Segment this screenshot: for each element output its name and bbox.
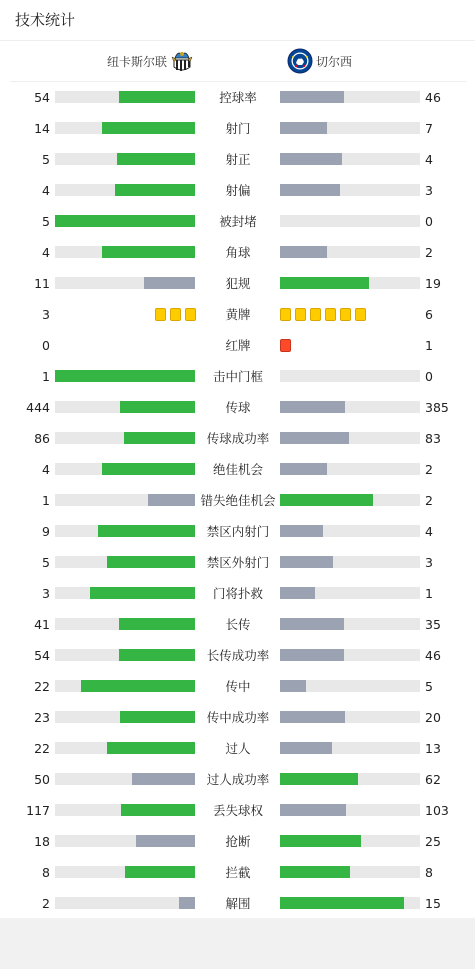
home-value: 23 bbox=[34, 710, 50, 725]
stat-row bbox=[0, 578, 475, 609]
away-value: 25 bbox=[425, 834, 441, 849]
home-value: 8 bbox=[42, 865, 50, 880]
away-bar-fill bbox=[280, 122, 327, 134]
yellow-card-icon bbox=[325, 308, 336, 321]
away-bar-track bbox=[280, 463, 420, 475]
away-value: 3 bbox=[425, 555, 433, 570]
yellow-card-icon bbox=[280, 308, 291, 321]
away-bar-track bbox=[280, 711, 420, 723]
stat-label: 长传 bbox=[225, 617, 251, 632]
home-bar-fill bbox=[119, 618, 195, 630]
stat-row bbox=[0, 392, 475, 423]
home-value: 3 bbox=[42, 307, 50, 322]
away-bar-track bbox=[280, 401, 420, 413]
home-bar-fill bbox=[115, 184, 195, 196]
away-value: 385 bbox=[425, 400, 449, 415]
stat-row bbox=[0, 888, 475, 919]
stat-label: 传球成功率 bbox=[206, 431, 270, 446]
away-value: 0 bbox=[425, 369, 433, 384]
stat-row bbox=[0, 423, 475, 454]
home-value: 22 bbox=[34, 741, 50, 756]
away-bar-track bbox=[280, 742, 420, 754]
home-bar-fill bbox=[107, 742, 195, 754]
away-value: 19 bbox=[425, 276, 441, 291]
away-value: 5 bbox=[425, 679, 433, 694]
away-bar-fill bbox=[280, 525, 323, 537]
home-bar-fill bbox=[124, 432, 195, 444]
away-bar-fill bbox=[280, 153, 342, 165]
away-value: 2 bbox=[425, 493, 433, 508]
away-bar-fill bbox=[280, 711, 345, 723]
stat-row bbox=[0, 764, 475, 795]
away-value: 46 bbox=[425, 90, 441, 105]
stat-row bbox=[0, 299, 475, 330]
stat-row bbox=[0, 857, 475, 888]
stat-label: 禁区外射门 bbox=[206, 555, 270, 570]
home-bar-fill bbox=[120, 711, 195, 723]
home-value: 117 bbox=[26, 803, 50, 818]
stat-row bbox=[0, 144, 475, 175]
home-bar-track bbox=[55, 91, 195, 103]
away-bar-track bbox=[280, 184, 420, 196]
red-card-icon bbox=[280, 339, 291, 352]
away-value: 83 bbox=[425, 431, 441, 446]
home-bar-fill bbox=[102, 122, 195, 134]
stat-label: 错失绝佳机会 bbox=[200, 493, 276, 508]
away-bar-track bbox=[280, 556, 420, 568]
home-bar-fill bbox=[81, 680, 195, 692]
home-bar-fill bbox=[98, 525, 195, 537]
home-bar-track bbox=[55, 587, 195, 599]
away-bar-track bbox=[280, 525, 420, 537]
stat-row bbox=[0, 702, 475, 733]
away-team-name: 切尔西 bbox=[316, 54, 353, 69]
away-value: 1 bbox=[425, 586, 433, 601]
stat-row bbox=[0, 237, 475, 268]
away-value: 3 bbox=[425, 183, 433, 198]
stat-row bbox=[0, 268, 475, 299]
home-bar-track bbox=[55, 277, 195, 289]
stat-label: 控球率 bbox=[219, 90, 257, 105]
home-bar-fill bbox=[55, 215, 195, 227]
stat-label: 抢断 bbox=[225, 834, 251, 849]
stat-label: 过人成功率 bbox=[206, 772, 270, 787]
stat-label: 射偏 bbox=[225, 183, 251, 198]
home-bar-track bbox=[55, 618, 195, 630]
home-value: 50 bbox=[34, 772, 50, 787]
home-bar-track bbox=[55, 184, 195, 196]
home-value: 18 bbox=[34, 834, 50, 849]
away-bar-fill bbox=[280, 556, 333, 568]
home-bar-track bbox=[55, 525, 195, 537]
away-bar-fill bbox=[280, 401, 345, 413]
home-bar-fill bbox=[120, 401, 195, 413]
stat-row bbox=[0, 485, 475, 516]
away-bar-track bbox=[280, 153, 420, 165]
home-value: 11 bbox=[34, 276, 50, 291]
stat-row bbox=[0, 82, 475, 113]
stat-row bbox=[0, 361, 475, 392]
home-value: 22 bbox=[34, 679, 50, 694]
home-bar-track bbox=[55, 153, 195, 165]
stat-label: 禁区内射门 bbox=[206, 524, 270, 539]
home-bar-track bbox=[55, 370, 195, 382]
stat-label: 长传成功率 bbox=[206, 648, 270, 663]
page-title: 技术统计 bbox=[15, 11, 76, 29]
divider bbox=[0, 40, 475, 41]
away-bar-fill bbox=[280, 680, 306, 692]
home-team-name: 纽卡斯尔联 bbox=[107, 54, 168, 69]
home-bar-track bbox=[55, 401, 195, 413]
home-value: 5 bbox=[42, 214, 50, 229]
home-bar-track bbox=[55, 835, 195, 847]
yellow-card-icon bbox=[340, 308, 351, 321]
away-value: 20 bbox=[425, 710, 441, 725]
away-bar-fill bbox=[280, 587, 315, 599]
home-value: 5 bbox=[42, 152, 50, 167]
newcastle-crest-icon bbox=[169, 48, 195, 74]
home-bar-track bbox=[55, 773, 195, 785]
stat-row bbox=[0, 640, 475, 671]
home-value: 4 bbox=[42, 183, 50, 198]
home-value: 41 bbox=[34, 617, 50, 632]
away-bar-track bbox=[280, 866, 420, 878]
home-bar-track bbox=[55, 463, 195, 475]
away-value: 15 bbox=[425, 896, 441, 911]
home-bar-track bbox=[55, 680, 195, 692]
away-bar-fill bbox=[280, 866, 350, 878]
stat-label: 黄牌 bbox=[225, 307, 251, 322]
away-bar-fill bbox=[280, 804, 346, 816]
away-bar-fill bbox=[280, 91, 344, 103]
away-value: 1 bbox=[425, 338, 433, 353]
stat-label: 犯规 bbox=[225, 276, 251, 291]
away-bar-track bbox=[280, 773, 420, 785]
home-value: 2 bbox=[42, 896, 50, 911]
away-value: 6 bbox=[425, 307, 433, 322]
home-bar-track bbox=[55, 866, 195, 878]
away-bar-fill bbox=[280, 897, 404, 909]
home-value: 0 bbox=[42, 338, 50, 353]
away-bar-track bbox=[280, 897, 420, 909]
stat-row bbox=[0, 671, 475, 702]
stat-row bbox=[0, 733, 475, 764]
stat-row bbox=[0, 175, 475, 206]
away-bar-fill bbox=[280, 742, 332, 754]
stat-label: 被封堵 bbox=[219, 214, 257, 229]
home-bar-fill bbox=[179, 897, 195, 909]
away-bar-fill bbox=[280, 618, 344, 630]
away-cards bbox=[280, 299, 366, 330]
home-bar-track bbox=[55, 556, 195, 568]
away-bar-fill bbox=[280, 835, 361, 847]
home-bar-track bbox=[55, 711, 195, 723]
home-bar-track bbox=[55, 649, 195, 661]
home-bar-fill bbox=[136, 835, 195, 847]
yellow-card-icon bbox=[310, 308, 321, 321]
stat-label: 传中成功率 bbox=[206, 710, 270, 725]
home-team[interactable] bbox=[107, 48, 195, 74]
away-bar-track bbox=[280, 835, 420, 847]
chelsea-crest-icon bbox=[287, 48, 313, 74]
home-bar-fill bbox=[125, 866, 195, 878]
away-value: 0 bbox=[425, 214, 433, 229]
home-bar-fill bbox=[121, 804, 195, 816]
stat-label: 射正 bbox=[225, 152, 251, 167]
stat-label: 绝佳机会 bbox=[212, 462, 263, 477]
home-cards bbox=[155, 299, 196, 330]
away-bar-track bbox=[280, 246, 420, 258]
home-value: 14 bbox=[34, 121, 50, 136]
stat-label: 过人 bbox=[225, 741, 251, 756]
home-bar-track bbox=[55, 494, 195, 506]
away-bar-track bbox=[280, 91, 420, 103]
yellow-card-icon bbox=[185, 308, 196, 321]
stat-row bbox=[0, 113, 475, 144]
stat-row bbox=[0, 609, 475, 640]
stat-row bbox=[0, 330, 475, 361]
stat-row bbox=[0, 547, 475, 578]
home-bar-track bbox=[55, 897, 195, 909]
home-value: 4 bbox=[42, 462, 50, 477]
away-value: 7 bbox=[425, 121, 433, 136]
away-bar-track bbox=[280, 122, 420, 134]
stat-row bbox=[0, 454, 475, 485]
away-bar-track bbox=[280, 618, 420, 630]
home-value: 4 bbox=[42, 245, 50, 260]
away-bar-track bbox=[280, 804, 420, 816]
away-value: 4 bbox=[425, 524, 433, 539]
home-bar-fill bbox=[90, 587, 195, 599]
home-bar-track bbox=[55, 432, 195, 444]
home-value: 5 bbox=[42, 555, 50, 570]
stat-label: 拦截 bbox=[225, 865, 251, 880]
away-bar-track bbox=[280, 680, 420, 692]
home-bar-track bbox=[55, 122, 195, 134]
home-bar-track bbox=[55, 246, 195, 258]
away-bar-track bbox=[280, 432, 420, 444]
stat-label: 解围 bbox=[225, 896, 251, 911]
away-value: 103 bbox=[425, 803, 449, 818]
away-bar-fill bbox=[280, 277, 369, 289]
home-value: 444 bbox=[26, 400, 50, 415]
home-value: 54 bbox=[34, 648, 50, 663]
away-bar-track bbox=[280, 649, 420, 661]
home-bar-fill bbox=[119, 649, 195, 661]
away-bar-fill bbox=[280, 246, 327, 258]
yellow-card-icon bbox=[355, 308, 366, 321]
away-value: 4 bbox=[425, 152, 433, 167]
home-bar-fill bbox=[107, 556, 195, 568]
stat-label: 击中门框 bbox=[212, 369, 263, 384]
home-value: 1 bbox=[42, 369, 50, 384]
home-bar-track bbox=[55, 215, 195, 227]
home-bar-fill bbox=[117, 153, 195, 165]
yellow-card-icon bbox=[295, 308, 306, 321]
home-value: 54 bbox=[34, 90, 50, 105]
stat-row bbox=[0, 206, 475, 237]
yellow-card-icon bbox=[170, 308, 181, 321]
away-value: 2 bbox=[425, 245, 433, 260]
stat-row bbox=[0, 826, 475, 857]
home-value: 1 bbox=[42, 493, 50, 508]
stat-label: 丢失球权 bbox=[212, 803, 263, 818]
stat-row bbox=[0, 516, 475, 547]
stat-label: 传球 bbox=[225, 400, 251, 415]
stat-label: 角球 bbox=[225, 245, 251, 260]
away-value: 35 bbox=[425, 617, 441, 632]
stat-label: 红牌 bbox=[225, 338, 251, 353]
home-bar-fill bbox=[144, 277, 195, 289]
away-bar-track bbox=[280, 277, 420, 289]
away-bar-track bbox=[280, 370, 420, 382]
home-bar-fill bbox=[148, 494, 195, 506]
away-value: 13 bbox=[425, 741, 441, 756]
home-value: 9 bbox=[42, 524, 50, 539]
away-bar-fill bbox=[280, 463, 327, 475]
away-bar-fill bbox=[280, 432, 349, 444]
away-bar-fill bbox=[280, 773, 358, 785]
away-value: 46 bbox=[425, 648, 441, 663]
home-bar-fill bbox=[132, 773, 195, 785]
away-bar-track bbox=[280, 494, 420, 506]
away-bar-fill bbox=[280, 649, 344, 661]
home-bar-fill bbox=[102, 463, 195, 475]
away-cards bbox=[280, 330, 291, 361]
stat-label: 传中 bbox=[225, 679, 251, 694]
away-bar-track bbox=[280, 587, 420, 599]
home-value: 3 bbox=[42, 586, 50, 601]
away-team[interactable] bbox=[287, 48, 352, 74]
away-value: 62 bbox=[425, 772, 441, 787]
home-bar-track bbox=[55, 804, 195, 816]
away-value: 2 bbox=[425, 462, 433, 477]
yellow-card-icon bbox=[155, 308, 166, 321]
away-bar-fill bbox=[280, 494, 373, 506]
home-bar-track bbox=[55, 742, 195, 754]
home-value: 86 bbox=[34, 431, 50, 446]
home-bar-fill bbox=[55, 370, 195, 382]
away-bar-track bbox=[280, 215, 420, 227]
stat-label: 门将扑救 bbox=[212, 586, 263, 601]
stat-row bbox=[0, 795, 475, 826]
away-value: 8 bbox=[425, 865, 433, 880]
stat-label: 射门 bbox=[225, 121, 251, 136]
away-bar-fill bbox=[280, 184, 340, 196]
home-bar-fill bbox=[102, 246, 195, 258]
home-bar-fill bbox=[119, 91, 195, 103]
